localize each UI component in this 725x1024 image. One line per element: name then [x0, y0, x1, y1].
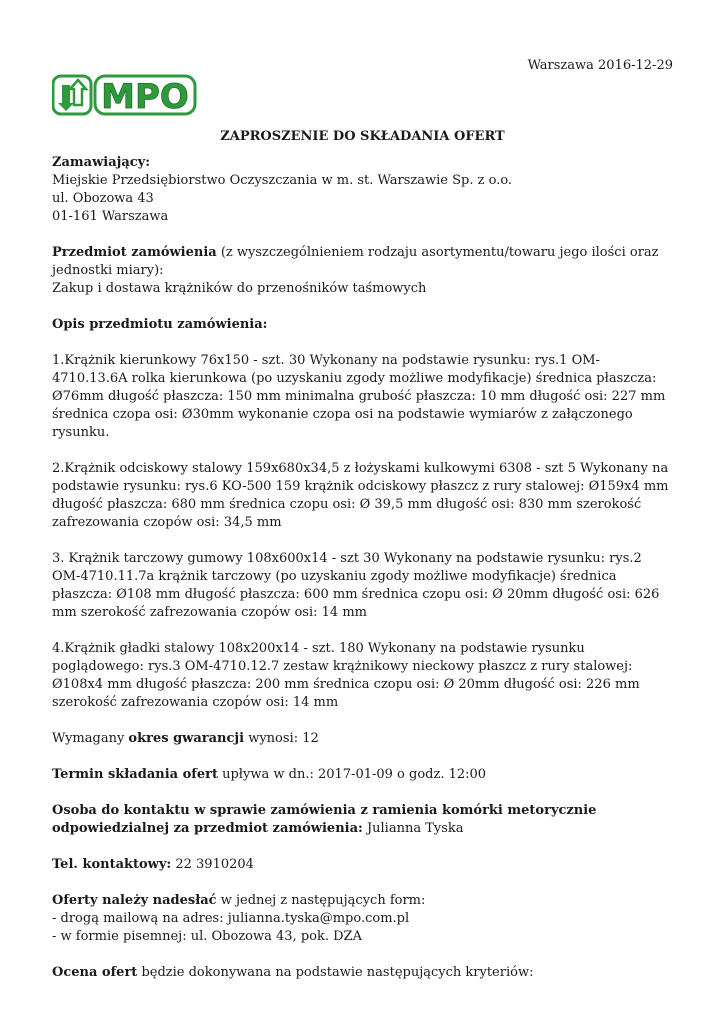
page-title: ZAPROSZENIE DO SKŁADANIA OFERT	[220, 129, 505, 144]
mpo-logo-graphic	[52, 73, 197, 117]
svg-text:MPO: MPO	[101, 77, 189, 117]
oferty-text: w jednej z następujących form:	[216, 893, 426, 908]
opis-item-2: 2.Krążnik odciskowy stalowy 159x680x34,5 z łożyskami kulkowymi 6308 - szt 5 Wykonany na podstawie rysunku: rys.6 KO-500 159 krążnik odciskowy płaszcz z rury stalowej: Ø159x4 mm długość płaszcza: 680 mm średnica czopu osi: Ø 39,5 mm długość osi: 830 mm szerokość zafrezowania czopów osi: 34,5 mm	[52, 461, 669, 530]
przedmiot-text: (z wyszczególnieniem rodzaju asortymentu/towaru jego ilości oraz jednostki miary):	[52, 245, 659, 278]
przedmiot-intro	[52, 244, 673, 280]
oferty-intro	[52, 892, 673, 910]
zamawiajacy-section	[52, 154, 673, 226]
kontakt-label: Osoba do kontaktu w sprawie zamówienia z ramienia komórki metorycznie odpowiedzialnej za przedmiot zamówienia:	[52, 803, 597, 836]
ocena-line	[52, 964, 673, 982]
zamawiajacy-street: ul. Obozowa 43	[52, 191, 154, 206]
telefon-value: 22 3910204	[171, 857, 254, 872]
gwarancja-label: okres gwarancji	[128, 731, 245, 746]
termin-label: Termin składania ofert	[52, 767, 218, 782]
date-line: Warszawa 2016-12-29	[527, 58, 673, 73]
termin-text: upływa w dn.: 2017-01-09 o godz. 12:00	[217, 767, 487, 782]
opis-item-3: 3. Krążnik tarczowy gumowy 108x600x14 - szt 30 Wykonany na podstawie rysunku: rys.2 OM-4710.11.7a krążnik tarczowy (po uzyskaniu zgody możliwe modyfikacje) średnica płaszcza: Ø108 mm długość płaszcza: 600 mm średnica czopu osi: Ø 20mm długość osi: 626 mm szerokość zafrezowania czopów osi: 14 mm	[52, 551, 660, 620]
telefon-label: Tel. kontaktowy:	[52, 857, 172, 872]
ocena-label: Ocena ofert	[52, 965, 138, 980]
opis-item-4: 4.Krążnik gładki stalowy 108x200x14 - szt. 180 Wykonany na podstawie rysunku poglądowego: rys.3 OM-4710.12.7 zestaw krążnikowy nieckowy płaszcz z rury stalowej: Ø108x4 mm długość płaszcza: 200 mm średnica czopu osi: Ø 20mm długość osi: 226 mm szerokość zafrezowania czopów osi: 14 mm	[52, 641, 640, 710]
oferty-section	[52, 892, 673, 946]
zamawiajacy-city: 01-161 Warszawa	[52, 209, 169, 224]
zamawiajacy-name: Miejskie Przedsiębiorstwo Oczyszczania w m. st. Warszawie Sp. z o.o.	[52, 173, 513, 188]
kontakt-line	[52, 802, 673, 838]
oferty-written-line: - w formie pisemnej: ul. Obozowa 43, pok. DZA	[52, 929, 362, 944]
ocena-text: będzie dokonywana na podstawie następujących kryteriów:	[137, 965, 534, 980]
zamawiajacy-label: Zamawiający:	[52, 155, 151, 170]
termin-line	[52, 766, 673, 784]
document-body	[52, 154, 673, 1000]
gwarancja-prefix: Wymagany	[52, 731, 129, 746]
przedmiot-section	[52, 244, 673, 298]
telefon-line	[52, 856, 673, 874]
gwarancja-line	[52, 730, 673, 748]
oferty-email-line: - drogą mailową na adres: julianna.tyska@mpo.com.pl	[52, 911, 410, 926]
opis-label: Opis przedmiotu zamówienia:	[52, 317, 268, 332]
gwarancja-suffix: wynosi: 12	[244, 731, 319, 746]
przedmiot-label: Przedmiot zamówienia	[52, 245, 217, 260]
przedmiot-value: Zakup i dostawa krążników do przenośników taśmowych	[52, 281, 427, 296]
opis-item-1: 1.Krążnik kierunkowy 76x150 - szt. 30 Wykonany na podstawie rysunku: rys.1 OM-4710.13.6A rolka kierunkowa (po uzyskaniu zgody możliwe modyfikacje) średnica płaszcza: Ø76mm długość płaszcza: 150 mm minimalna grubość płaszcza: 10 mm długość osi: 227 mm średnica czopa osi: Ø30mm wykonanie czopa osi na podstawie wymiarów z załączonego rysunku.	[52, 353, 666, 440]
opis-heading	[52, 316, 673, 334]
mpo-logo	[52, 73, 197, 123]
kontakt-value: Julianna Tyska	[362, 821, 464, 836]
oferty-label: Oferty należy nadesłać	[52, 893, 217, 908]
